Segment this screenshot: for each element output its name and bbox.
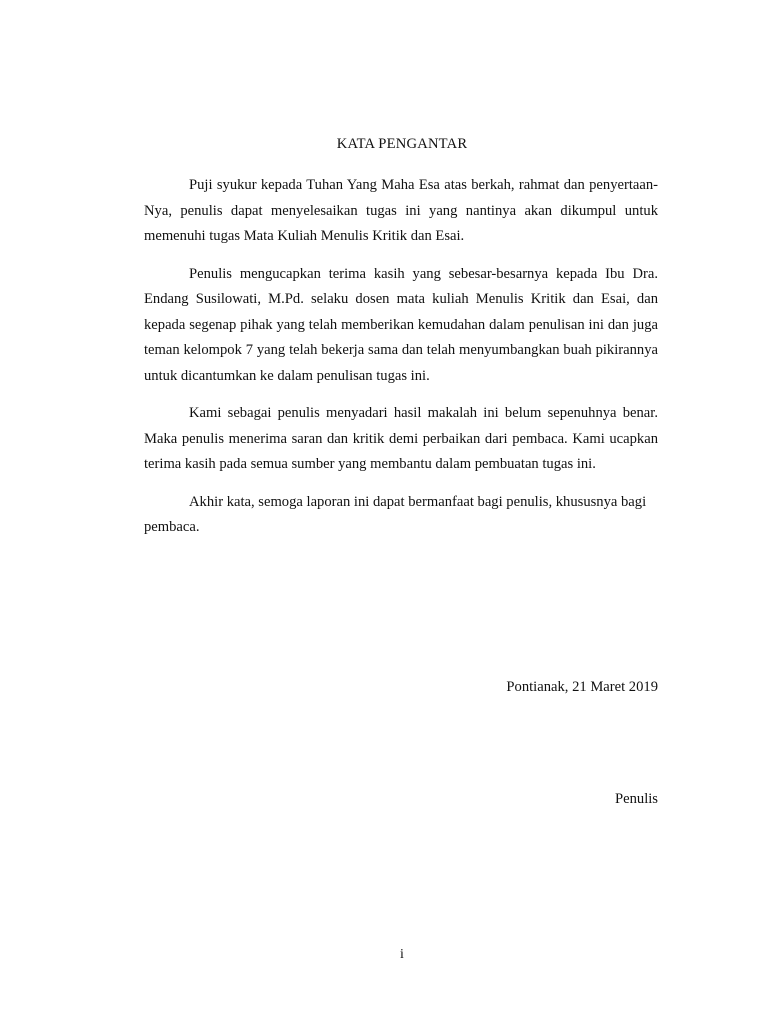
signer: Penulis [615,791,658,807]
paragraph-closing: Akhir kata, semoga laporan ini dapat bermanfaat bagi penulis, khususnya bagi pembaca. [144,493,647,535]
paragraph-disclaimer: Kami sebagai penulis menyadari hasil makalah ini belum sepenuhnya benar. Maka penulis menerima saran dan kritik demi perbaikan dari pembaca. Kami ucapkan terima kasih pada semua sumber yang membantu dalam pembuatan tugas ini. [144,405,658,472]
paragraph-acknowledgement: Penulis mengucapkan terima kasih yang sebesar-besarnya kepada Ibu Dra. Endang Susilowati, M.Pd. selaku dosen mata kuliah Menulis Kritik dan Esai, dan kepada segenap pihak yang telah memberikan kemudahan dalam penulisan ini dan juga teman kelompok 7 yang telah bekerja sama dan telah menyumbangkan buah pikirannya untuk dicantumkan ke dalam penulisan tugas ini. [144,265,658,384]
paragraph-gratitude: Puji syukur kepada Tuhan Yang Maha Esa atas berkah, rahmat dan penyertaan-Nya, penulis dapat menyelesaikan tugas ini yang nantinya akan dikumpul untuk memenuhi tugas Mata Kuliah Menulis Kritik dan Esai. [144,177,658,244]
place-date: Pontianak, 21 Maret 2019 [506,679,658,695]
page-number: i [400,947,404,962]
page-title: KATA PENGANTAR [336,136,468,152]
document-body [144,173,658,553]
